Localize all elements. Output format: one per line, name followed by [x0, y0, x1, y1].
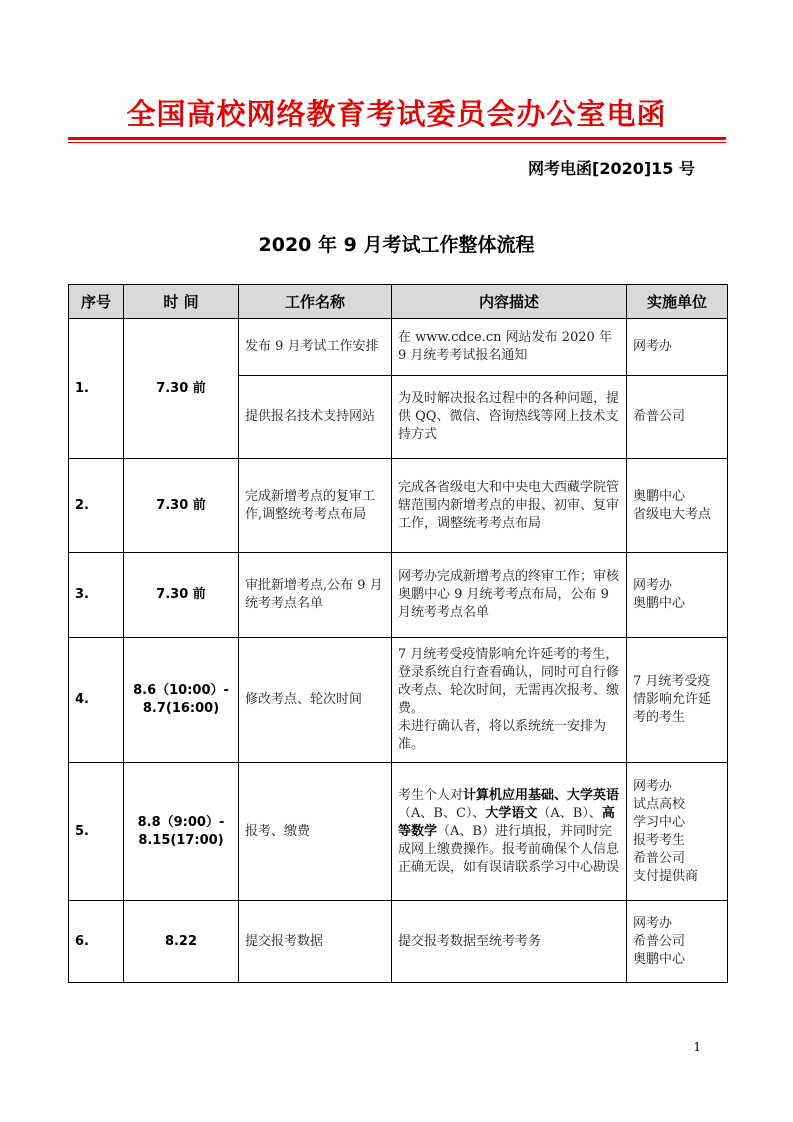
table-row — [69, 763, 728, 901]
task-description: 网考办完成新增考点的终审工作；审核奥鹏中心 9 月统考考点布局，公布 9 月统考考点名单 — [392, 553, 627, 638]
time-line: 8.8（9:00）- — [137, 814, 225, 830]
row-index: 2. — [69, 459, 124, 553]
desc-text: （A、B、C）、 — [398, 805, 486, 821]
row-time — [124, 638, 239, 763]
unit-line: 学习中心 — [633, 814, 686, 830]
unit-line: 希普公司 — [633, 933, 686, 949]
row-index: 1. — [69, 319, 124, 459]
table-row — [69, 459, 728, 553]
row-index: 5. — [69, 763, 124, 901]
workflow-table — [68, 284, 728, 983]
unit-line: 网考办 — [633, 339, 673, 354]
header-task-name: 工作名称 — [239, 285, 392, 319]
task-name: 审批新增考点,公布 9 月统考考点名单 — [239, 553, 392, 638]
description-paragraph: 7 月统考受疫情影响允许延考的考生，登录系统自行查看确认，同时可自行修改考点、轮次时间，无需再次报考、缴费。 — [398, 647, 620, 716]
task-name: 发布 9 月考试工作安排 — [239, 319, 392, 376]
unit-line: 希普公司 — [633, 409, 686, 424]
desc-text: （A、B）进行填报，并同时完成网上缴费操作。报考前确保个人信息正确无误，如有误请联系学习中心勘误 — [398, 823, 620, 875]
row-time: 7.30 前 — [124, 553, 239, 638]
task-description: 完成各省级电大和中央电大西藏学院管辖范围内新增考点的申报、初审、复审工作，调整统考考点布局 — [392, 459, 627, 553]
task-description — [392, 638, 627, 763]
unit-line: 网考办 — [633, 778, 673, 794]
time-line: 8.7(16:00) — [142, 701, 220, 716]
desc-text: 考生个人对 — [398, 787, 464, 803]
unit-line: 报考考生 — [633, 832, 686, 848]
header-description: 内容描述 — [392, 285, 627, 319]
unit-line: 支付提供商 — [633, 868, 699, 884]
time-line: 8.15(17:00) — [138, 832, 224, 848]
document-title: 2020 年 9 月考试工作整体流程 — [258, 234, 535, 256]
task-unit — [627, 319, 728, 376]
table-row — [69, 319, 728, 376]
unit-line: 省级电大考点 — [633, 506, 712, 522]
unit-line: 希普公司 — [633, 850, 686, 866]
row-index: 4. — [69, 638, 124, 763]
row-time: 7.30 前 — [124, 319, 239, 459]
task-name: 提供报名技术支持网站 — [239, 376, 392, 459]
task-unit — [627, 376, 728, 459]
unit-line: 奥鹏中心 — [633, 596, 686, 611]
header-time: 时 间 — [124, 285, 239, 319]
document-number: 网考电函[2020]15 号 — [528, 159, 695, 178]
table-row — [69, 901, 728, 983]
desc-bold-subject: 大学语文 — [485, 805, 538, 821]
task-name: 修改考点、轮次时间 — [239, 638, 392, 763]
task-description — [392, 763, 627, 901]
row-index: 6. — [69, 901, 124, 983]
table-header-row — [69, 285, 728, 319]
letterhead-rule-thick — [68, 137, 726, 140]
page-number: 1 — [693, 1040, 701, 1054]
task-description: 提交报考数据至统考考务 — [392, 901, 627, 983]
header-index: 序号 — [69, 285, 124, 319]
table-row — [69, 553, 728, 638]
unit-line: 网考办 — [633, 915, 673, 931]
task-name: 完成新增考点的复审工作,调整统考考点布局 — [239, 459, 392, 553]
desc-text: （A、B）、 — [537, 805, 602, 821]
task-description: 为及时解决报名过程中的各种问题，提供 QQ、微信、咨询热线等网上技术支持方式 — [392, 376, 627, 459]
task-name: 提交报考数据 — [239, 901, 392, 983]
task-description: 在 www.cdce.cn 网站发布 2020 年 9 月统考考试报名通知 — [392, 319, 627, 376]
unit-line: 网考办 — [633, 578, 673, 593]
letterhead-rule-thin — [68, 142, 726, 143]
row-time — [124, 763, 239, 901]
desc-bold-subject: 高等数学 — [398, 805, 615, 839]
unit-line: 试点高校 — [633, 796, 686, 812]
header-unit: 实施单位 — [627, 285, 728, 319]
row-time: 8.22 — [124, 901, 239, 983]
unit-line: 奥鹏中心 — [633, 951, 686, 967]
task-unit — [627, 901, 728, 983]
task-unit — [627, 459, 728, 553]
task-name: 报考、缴费 — [239, 763, 392, 901]
task-unit — [627, 763, 728, 901]
task-unit: 7 月统考受疫情影响允许延考的考生 — [627, 638, 728, 763]
task-unit — [627, 553, 728, 638]
description-paragraph: 未进行确认者，将以系统统一安排为准。 — [398, 719, 607, 752]
row-time: 7.30 前 — [124, 459, 239, 553]
unit-line: 奥鹏中心 — [633, 488, 686, 504]
time-line: 8.6（10:00）- — [133, 683, 229, 698]
desc-bold-subject: 计算机应用基础、大学英语 — [463, 787, 620, 803]
table-row — [69, 638, 728, 763]
letterhead-title: 全国高校网络教育考试委员会办公室电函 — [126, 97, 667, 131]
row-index: 3. — [69, 553, 124, 638]
